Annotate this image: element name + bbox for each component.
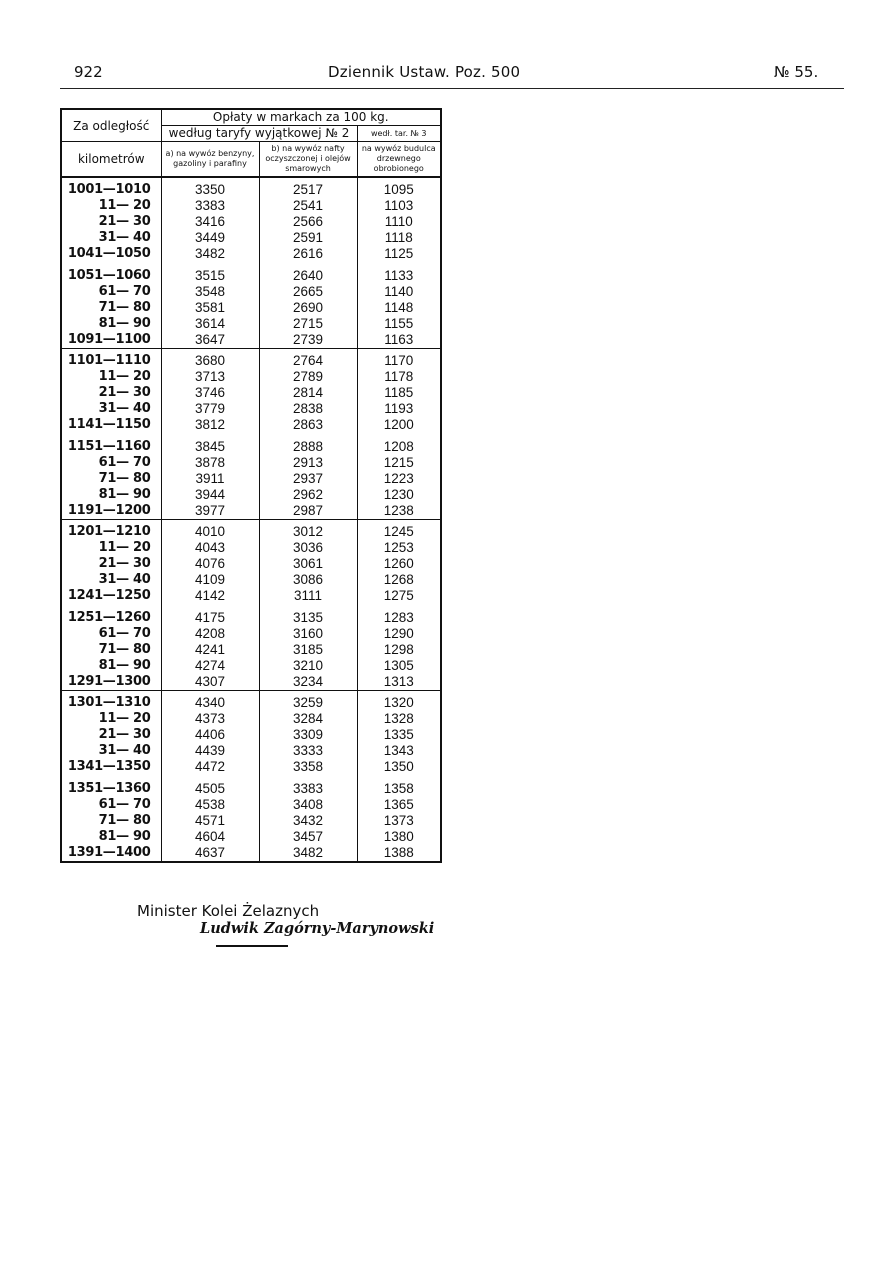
fee-c-cell: 1110 <box>357 214 441 230</box>
fee-a-cell: 4472 <box>161 759 259 775</box>
minister-title: Minister Kolei Żelaznych <box>137 902 320 920</box>
fee-c-cell: 1275 <box>357 588 441 604</box>
distance-cell: 1051—1060 <box>61 262 161 284</box>
distance-cell: 1001—1010 <box>61 177 161 198</box>
fee-a-cell: 3548 <box>161 284 259 300</box>
fee-b-cell: 2789 <box>259 369 357 385</box>
fee-a-cell: 4571 <box>161 813 259 829</box>
fee-a-cell: 3647 <box>161 332 259 349</box>
fee-a-cell: 4010 <box>161 520 259 541</box>
table-row <box>61 262 441 284</box>
fee-b-cell: 2690 <box>259 300 357 316</box>
fee-a-cell: 4307 <box>161 674 259 691</box>
fee-b-cell: 3135 <box>259 604 357 626</box>
fee-c-cell: 1298 <box>357 642 441 658</box>
fee-b-cell: 2863 <box>259 417 357 433</box>
table-row <box>61 727 441 743</box>
fee-c-cell: 1245 <box>357 520 441 541</box>
fee-b-cell: 2591 <box>259 230 357 246</box>
table-row <box>61 711 441 727</box>
fee-a-cell: 4439 <box>161 743 259 759</box>
fee-a-cell: 3515 <box>161 262 259 284</box>
fee-b-cell: 2814 <box>259 385 357 401</box>
table-row <box>61 369 441 385</box>
distance-cell: 71— 80 <box>61 642 161 658</box>
fee-c-cell: 1305 <box>357 658 441 674</box>
fee-a-cell: 3944 <box>161 487 259 503</box>
fee-b-cell: 3061 <box>259 556 357 572</box>
col-a-header: a) na wywóz benzyny, gazoliny i parafiny <box>161 142 259 178</box>
fee-c-cell: 1200 <box>357 417 441 433</box>
table-row <box>61 214 441 230</box>
distance-cell: 1151—1160 <box>61 433 161 455</box>
table-row <box>61 385 441 401</box>
table-row <box>61 642 441 658</box>
fee-a-cell: 3449 <box>161 230 259 246</box>
table-row <box>61 813 441 829</box>
table-row <box>61 401 441 417</box>
distance-cell: 1041—1050 <box>61 246 161 262</box>
fee-c-cell: 1178 <box>357 369 441 385</box>
fee-a-cell: 4043 <box>161 540 259 556</box>
fee-a-cell: 4241 <box>161 642 259 658</box>
fee-c-cell: 1170 <box>357 349 441 370</box>
distance-cell: 21— 30 <box>61 214 161 230</box>
distance-cell: 1341—1350 <box>61 759 161 775</box>
distance-cell: 1201—1210 <box>61 520 161 541</box>
table-row <box>61 829 441 845</box>
fee-b-cell: 2987 <box>259 503 357 520</box>
fee-b-cell: 3333 <box>259 743 357 759</box>
fee-a-cell: 4406 <box>161 727 259 743</box>
fee-c-cell: 1095 <box>357 177 441 198</box>
fee-b-cell: 2888 <box>259 433 357 455</box>
tariff3-header: wedł. tar. № 3 <box>357 126 441 142</box>
fee-c-cell: 1350 <box>357 759 441 775</box>
fee-a-cell: 3482 <box>161 246 259 262</box>
fee-a-cell: 4274 <box>161 658 259 674</box>
distance-cell: 1291—1300 <box>61 674 161 691</box>
fee-a-cell: 4340 <box>161 691 259 712</box>
fee-c-cell: 1133 <box>357 262 441 284</box>
distance-cell: 31— 40 <box>61 572 161 588</box>
page-number: 922 <box>74 63 103 81</box>
distance-cell: 71— 80 <box>61 471 161 487</box>
distance-cell: 11— 20 <box>61 540 161 556</box>
fee-b-cell: 2962 <box>259 487 357 503</box>
distance-header-bottom: kilometrów <box>61 142 161 178</box>
fee-b-cell: 3160 <box>259 626 357 642</box>
table-row <box>61 674 441 691</box>
fee-a-cell: 3845 <box>161 433 259 455</box>
distance-cell: 61— 70 <box>61 626 161 642</box>
fee-c-cell: 1335 <box>357 727 441 743</box>
fees-header: Opłaty w markach za 100 kg. <box>161 109 441 126</box>
tariff-body <box>61 177 441 862</box>
col-c-header: na wywóz budulca drzewnego obrobionego <box>357 142 441 178</box>
fee-b-cell: 3309 <box>259 727 357 743</box>
table-row <box>61 658 441 674</box>
fee-c-cell: 1283 <box>357 604 441 626</box>
fee-a-cell: 4637 <box>161 845 259 862</box>
fee-b-cell: 3358 <box>259 759 357 775</box>
fee-c-cell: 1163 <box>357 332 441 349</box>
fee-c-cell: 1260 <box>357 556 441 572</box>
fee-b-cell: 2715 <box>259 316 357 332</box>
fee-a-cell: 3812 <box>161 417 259 433</box>
table-row <box>61 177 441 198</box>
fee-b-cell: 3086 <box>259 572 357 588</box>
fee-c-cell: 1358 <box>357 775 441 797</box>
table-row <box>61 246 441 262</box>
header-rule <box>60 88 844 89</box>
fee-b-cell: 2838 <box>259 401 357 417</box>
fee-b-cell: 2640 <box>259 262 357 284</box>
fee-b-cell: 2566 <box>259 214 357 230</box>
tariff2-header: według taryfy wyjątkowej № 2 <box>161 126 357 142</box>
fee-a-cell: 3911 <box>161 471 259 487</box>
journal-title: Dziennik Ustaw. Poz. 500 <box>328 63 521 81</box>
distance-cell: 1091—1100 <box>61 332 161 349</box>
table-row <box>61 743 441 759</box>
distance-cell: 81— 90 <box>61 316 161 332</box>
fee-c-cell: 1238 <box>357 503 441 520</box>
fee-c-cell: 1148 <box>357 300 441 316</box>
table-row <box>61 230 441 246</box>
distance-cell: 1251—1260 <box>61 604 161 626</box>
fee-c-cell: 1215 <box>357 455 441 471</box>
distance-cell: 1301—1310 <box>61 691 161 712</box>
distance-cell: 21— 30 <box>61 727 161 743</box>
distance-cell: 1101—1110 <box>61 349 161 370</box>
fee-b-cell: 3284 <box>259 711 357 727</box>
fee-b-cell: 2665 <box>259 284 357 300</box>
fee-b-cell: 3482 <box>259 845 357 862</box>
fee-a-cell: 4505 <box>161 775 259 797</box>
table-row <box>61 691 441 712</box>
fee-b-cell: 3210 <box>259 658 357 674</box>
table-row <box>61 604 441 626</box>
fee-b-cell: 2616 <box>259 246 357 262</box>
fee-b-cell: 2764 <box>259 349 357 370</box>
table-row <box>61 332 441 349</box>
distance-cell: 81— 90 <box>61 487 161 503</box>
fee-b-cell: 3457 <box>259 829 357 845</box>
distance-cell: 1141—1150 <box>61 417 161 433</box>
fee-a-cell: 4208 <box>161 626 259 642</box>
table-row <box>61 433 441 455</box>
fee-b-cell: 3432 <box>259 813 357 829</box>
signature-rule <box>216 945 288 947</box>
table-row <box>61 503 441 520</box>
fee-c-cell: 1290 <box>357 626 441 642</box>
fee-b-cell: 3259 <box>259 691 357 712</box>
distance-cell: 1351—1360 <box>61 775 161 797</box>
fee-a-cell: 3350 <box>161 177 259 198</box>
fee-b-cell: 3111 <box>259 588 357 604</box>
distance-cell: 71— 80 <box>61 300 161 316</box>
table-row <box>61 284 441 300</box>
table-row <box>61 455 441 471</box>
distance-cell: 61— 70 <box>61 284 161 300</box>
distance-cell: 11— 20 <box>61 711 161 727</box>
table-row <box>61 759 441 775</box>
table-row <box>61 540 441 556</box>
fee-a-cell: 4076 <box>161 556 259 572</box>
distance-cell: 31— 40 <box>61 230 161 246</box>
distance-cell: 11— 20 <box>61 369 161 385</box>
fee-a-cell: 3416 <box>161 214 259 230</box>
fee-c-cell: 1268 <box>357 572 441 588</box>
fee-b-cell: 2937 <box>259 471 357 487</box>
table-row <box>61 300 441 316</box>
fee-a-cell: 3680 <box>161 349 259 370</box>
table-row <box>61 417 441 433</box>
fee-c-cell: 1365 <box>357 797 441 813</box>
fee-c-cell: 1313 <box>357 674 441 691</box>
distance-cell: 1241—1250 <box>61 588 161 604</box>
distance-cell: 31— 40 <box>61 401 161 417</box>
table-row <box>61 588 441 604</box>
table-row <box>61 797 441 813</box>
fee-a-cell: 4175 <box>161 604 259 626</box>
fee-c-cell: 1328 <box>357 711 441 727</box>
fee-c-cell: 1253 <box>357 540 441 556</box>
fee-a-cell: 3713 <box>161 369 259 385</box>
table-row <box>61 520 441 541</box>
fee-c-cell: 1380 <box>357 829 441 845</box>
fee-c-cell: 1223 <box>357 471 441 487</box>
issue-number: № 55. <box>774 63 819 81</box>
table-row <box>61 572 441 588</box>
fee-a-cell: 4109 <box>161 572 259 588</box>
col-b-header: b) na wywóz nafty oczyszczonej i olejów smarowych <box>259 142 357 178</box>
fee-c-cell: 1343 <box>357 743 441 759</box>
fee-a-cell: 4538 <box>161 797 259 813</box>
fee-c-cell: 1320 <box>357 691 441 712</box>
table-row <box>61 198 441 214</box>
fee-a-cell: 3878 <box>161 455 259 471</box>
table-row <box>61 471 441 487</box>
fee-c-cell: 1230 <box>357 487 441 503</box>
table-row <box>61 556 441 572</box>
fee-b-cell: 3408 <box>259 797 357 813</box>
fee-b-cell: 2517 <box>259 177 357 198</box>
fee-c-cell: 1208 <box>357 433 441 455</box>
distance-cell: 1191—1200 <box>61 503 161 520</box>
table-row <box>61 845 441 862</box>
fee-c-cell: 1155 <box>357 316 441 332</box>
fee-b-cell: 3036 <box>259 540 357 556</box>
distance-cell: 61— 70 <box>61 455 161 471</box>
fee-a-cell: 3614 <box>161 316 259 332</box>
distance-cell: 11— 20 <box>61 198 161 214</box>
fee-c-cell: 1103 <box>357 198 441 214</box>
distance-cell: 21— 30 <box>61 556 161 572</box>
fee-b-cell: 2913 <box>259 455 357 471</box>
fee-b-cell: 3383 <box>259 775 357 797</box>
distance-cell: 1391—1400 <box>61 845 161 862</box>
fee-a-cell: 3746 <box>161 385 259 401</box>
table-row <box>61 316 441 332</box>
fee-c-cell: 1388 <box>357 845 441 862</box>
table-row <box>61 349 441 370</box>
fee-a-cell: 3779 <box>161 401 259 417</box>
distance-cell: 21— 30 <box>61 385 161 401</box>
distance-cell: 81— 90 <box>61 658 161 674</box>
fee-b-cell: 2541 <box>259 198 357 214</box>
fee-b-cell: 2739 <box>259 332 357 349</box>
distance-header-top: Za odległość <box>61 109 161 142</box>
distance-cell: 81— 90 <box>61 829 161 845</box>
fee-c-cell: 1118 <box>357 230 441 246</box>
fee-a-cell: 4373 <box>161 711 259 727</box>
distance-cell: 71— 80 <box>61 813 161 829</box>
distance-cell: 61— 70 <box>61 797 161 813</box>
fee-a-cell: 3383 <box>161 198 259 214</box>
fee-b-cell: 3234 <box>259 674 357 691</box>
fee-a-cell: 3581 <box>161 300 259 316</box>
table-row <box>61 487 441 503</box>
fee-c-cell: 1193 <box>357 401 441 417</box>
distance-cell: 31— 40 <box>61 743 161 759</box>
fee-c-cell: 1125 <box>357 246 441 262</box>
fee-a-cell: 3977 <box>161 503 259 520</box>
fee-c-cell: 1373 <box>357 813 441 829</box>
table-row <box>61 626 441 642</box>
fee-b-cell: 3185 <box>259 642 357 658</box>
fee-a-cell: 4142 <box>161 588 259 604</box>
fee-c-cell: 1140 <box>357 284 441 300</box>
fee-c-cell: 1185 <box>357 385 441 401</box>
tariff-table <box>60 108 442 863</box>
table-row <box>61 775 441 797</box>
minister-signature: Ludwik Zagórny-Marynowski <box>200 920 435 937</box>
fee-a-cell: 4604 <box>161 829 259 845</box>
fee-b-cell: 3012 <box>259 520 357 541</box>
